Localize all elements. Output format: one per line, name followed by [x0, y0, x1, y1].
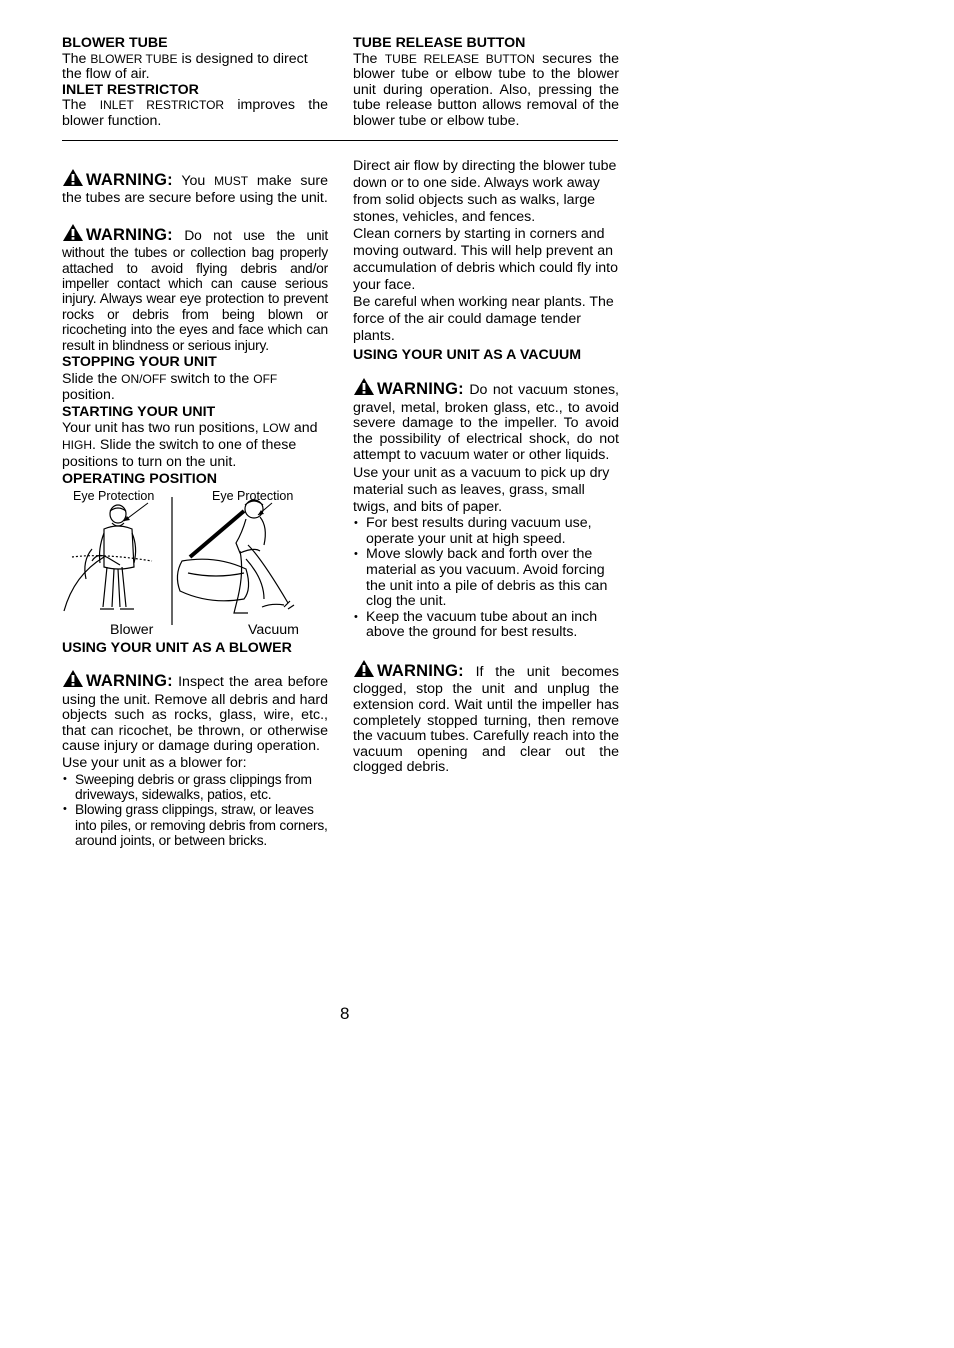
blower-tube-section: [62, 36, 328, 83]
right-column: [353, 36, 619, 776]
starting-heading: STARTING YOUR UNIT: [62, 403, 216, 420]
warning-label: WARNING:: [86, 170, 173, 189]
warning-inspect-area: WARNING: Inspect the area before using the unit. Remove all debris and hard objects such as rocks, glass, wire, etc., that can ricochet, be thrown, or otherwise cause injury or damage during operation.: [62, 669, 328, 755]
warning-vacuum-materials: WARNING: Do not vacuum stones, gravel, metal, broken glass, etc., to avoid severe damage to the impeller. To avoid the possibility of electrical shock, do not attempt to vacuum water or other liquids.: [353, 377, 619, 463]
list-item: • Blowing grass clippings, straw, or leaves into piles, or removing debris from corners, around joints, or between bricks.: [62, 802, 328, 848]
page-number: 8: [340, 1004, 350, 1023]
tube-release-section: [353, 36, 619, 130]
stopping-text: Slide the ON/OFF switch to the OFF position.: [62, 370, 278, 404]
operator-illustration: [62, 489, 328, 629]
warning-triangle-icon: [62, 168, 84, 192]
left-column: [62, 36, 328, 849]
warning-label: WARNING:: [86, 225, 173, 244]
vacuum-use-heading: USING YOUR UNIT AS A VACUUM: [353, 346, 582, 363]
warning-triangle-icon: [62, 669, 84, 693]
warning-tubes-secure: WARNING: You MUST make sure the tubes are secure before using the unit.: [62, 168, 328, 207]
vacuum-label: Vacuum: [248, 622, 299, 639]
vacuum-use-list: [353, 516, 619, 641]
operating-position-section: [62, 472, 328, 640]
vacuum-use-intro: Use your unit as a vacuum to pick up dry material such as leaves, grass, small twigs, and bits of paper.: [353, 465, 610, 516]
plants-caution-text: Be careful when working near plants. The force of the air could damage tender plants.: [353, 293, 614, 344]
tube-release-heading: TUBE RELEASE BUTTON: [353, 35, 526, 51]
vacuum-use-section: [353, 348, 619, 641]
blower-label: Blower: [110, 622, 154, 639]
warning-triangle-icon: [353, 377, 375, 401]
inlet-restrictor-section: [62, 83, 328, 130]
stopping-heading: STOPPING YOUR UNIT: [62, 354, 217, 370]
eye-protection-caption-right: Eye Protection: [212, 489, 294, 504]
direct-air-flow-text: Direct air flow by directing the blower tube down or to one side. Always work away from solid objects such as walks, large stones, vehicles, and fences.: [353, 157, 617, 225]
warning-triangle-icon: [62, 223, 84, 245]
tube-release-text: The TUBE RELEASE BUTTON secures the blower tube or elbow tube to the blower unit during operation. Also, pressing the tube release button allows removal of the blower tube or elbow tube.: [353, 50, 619, 129]
blower-use-section: [62, 641, 328, 848]
blower-tube-text: The BLOWER TUBE is designed to direct the flow of air.: [62, 50, 308, 83]
starting-section: [62, 405, 328, 471]
starting-text: Your unit has two run positions, LOW and HIGH. Slide the switch to one of these positions to turn on the unit.: [62, 420, 318, 470]
warning-label: WARNING:: [377, 380, 464, 399]
warning-label: WARNING:: [86, 671, 173, 690]
list-item: • Move slowly back and forth over the material as you vacuum. Avoid forcing the unit into a pile of debris as this can clog the unit.: [353, 547, 619, 609]
inlet-restrictor-text: The INLET RESTRICTOR improves the blower function.: [62, 97, 328, 129]
warning-unit-clogged: WARNING: If the unit becomes clogged, stop the unit and unplug the extension cord. Wait until the impeller has completely stopped turning, then remove the vacuum tubes. Carefully reach into the vacuum opening and clear out the clogged debris.: [353, 659, 619, 776]
eye-protection-caption-left: Eye Protection: [73, 489, 155, 504]
stopping-section: [62, 355, 328, 404]
list-item: • Sweeping debris or grass clippings from driveways, sidewalks, patios, etc.: [62, 772, 328, 803]
operating-position-heading: OPERATING POSITION: [62, 470, 218, 487]
warning-triangle-icon: [353, 659, 375, 683]
blower-use-heading: USING YOUR UNIT AS A BLOWER: [62, 640, 292, 657]
blower-tube-heading: BLOWER TUBE: [62, 35, 168, 51]
blower-use-list: [62, 772, 328, 849]
clean-corners-text: Clean corners by starting in corners and moving outward. This will help prevent an accumulation of debris which could fly into your face.: [353, 225, 618, 293]
blower-use-intro: Use your unit as a blower for:: [62, 754, 247, 771]
warning-label: WARNING:: [377, 661, 464, 680]
inlet-restrictor-heading: INLET RESTRICTOR: [62, 81, 199, 98]
operating-position-figure: [62, 489, 328, 639]
list-item: • For best results during vacuum use, operate your unit at high speed.: [353, 516, 619, 547]
warning-tubes-attached: WARNING: Do not use the unit without the tubes or collection bag properly attached to avoid flying debris and/or impeller contact which can cause serious injury. Always wear eye protection to prevent rocks or debris from being blown or ricocheting into the eyes and face which can result in blindness or serious injury.: [62, 223, 328, 353]
list-item: • Keep the vacuum tube about an inch above the ground for best results.: [353, 610, 619, 641]
